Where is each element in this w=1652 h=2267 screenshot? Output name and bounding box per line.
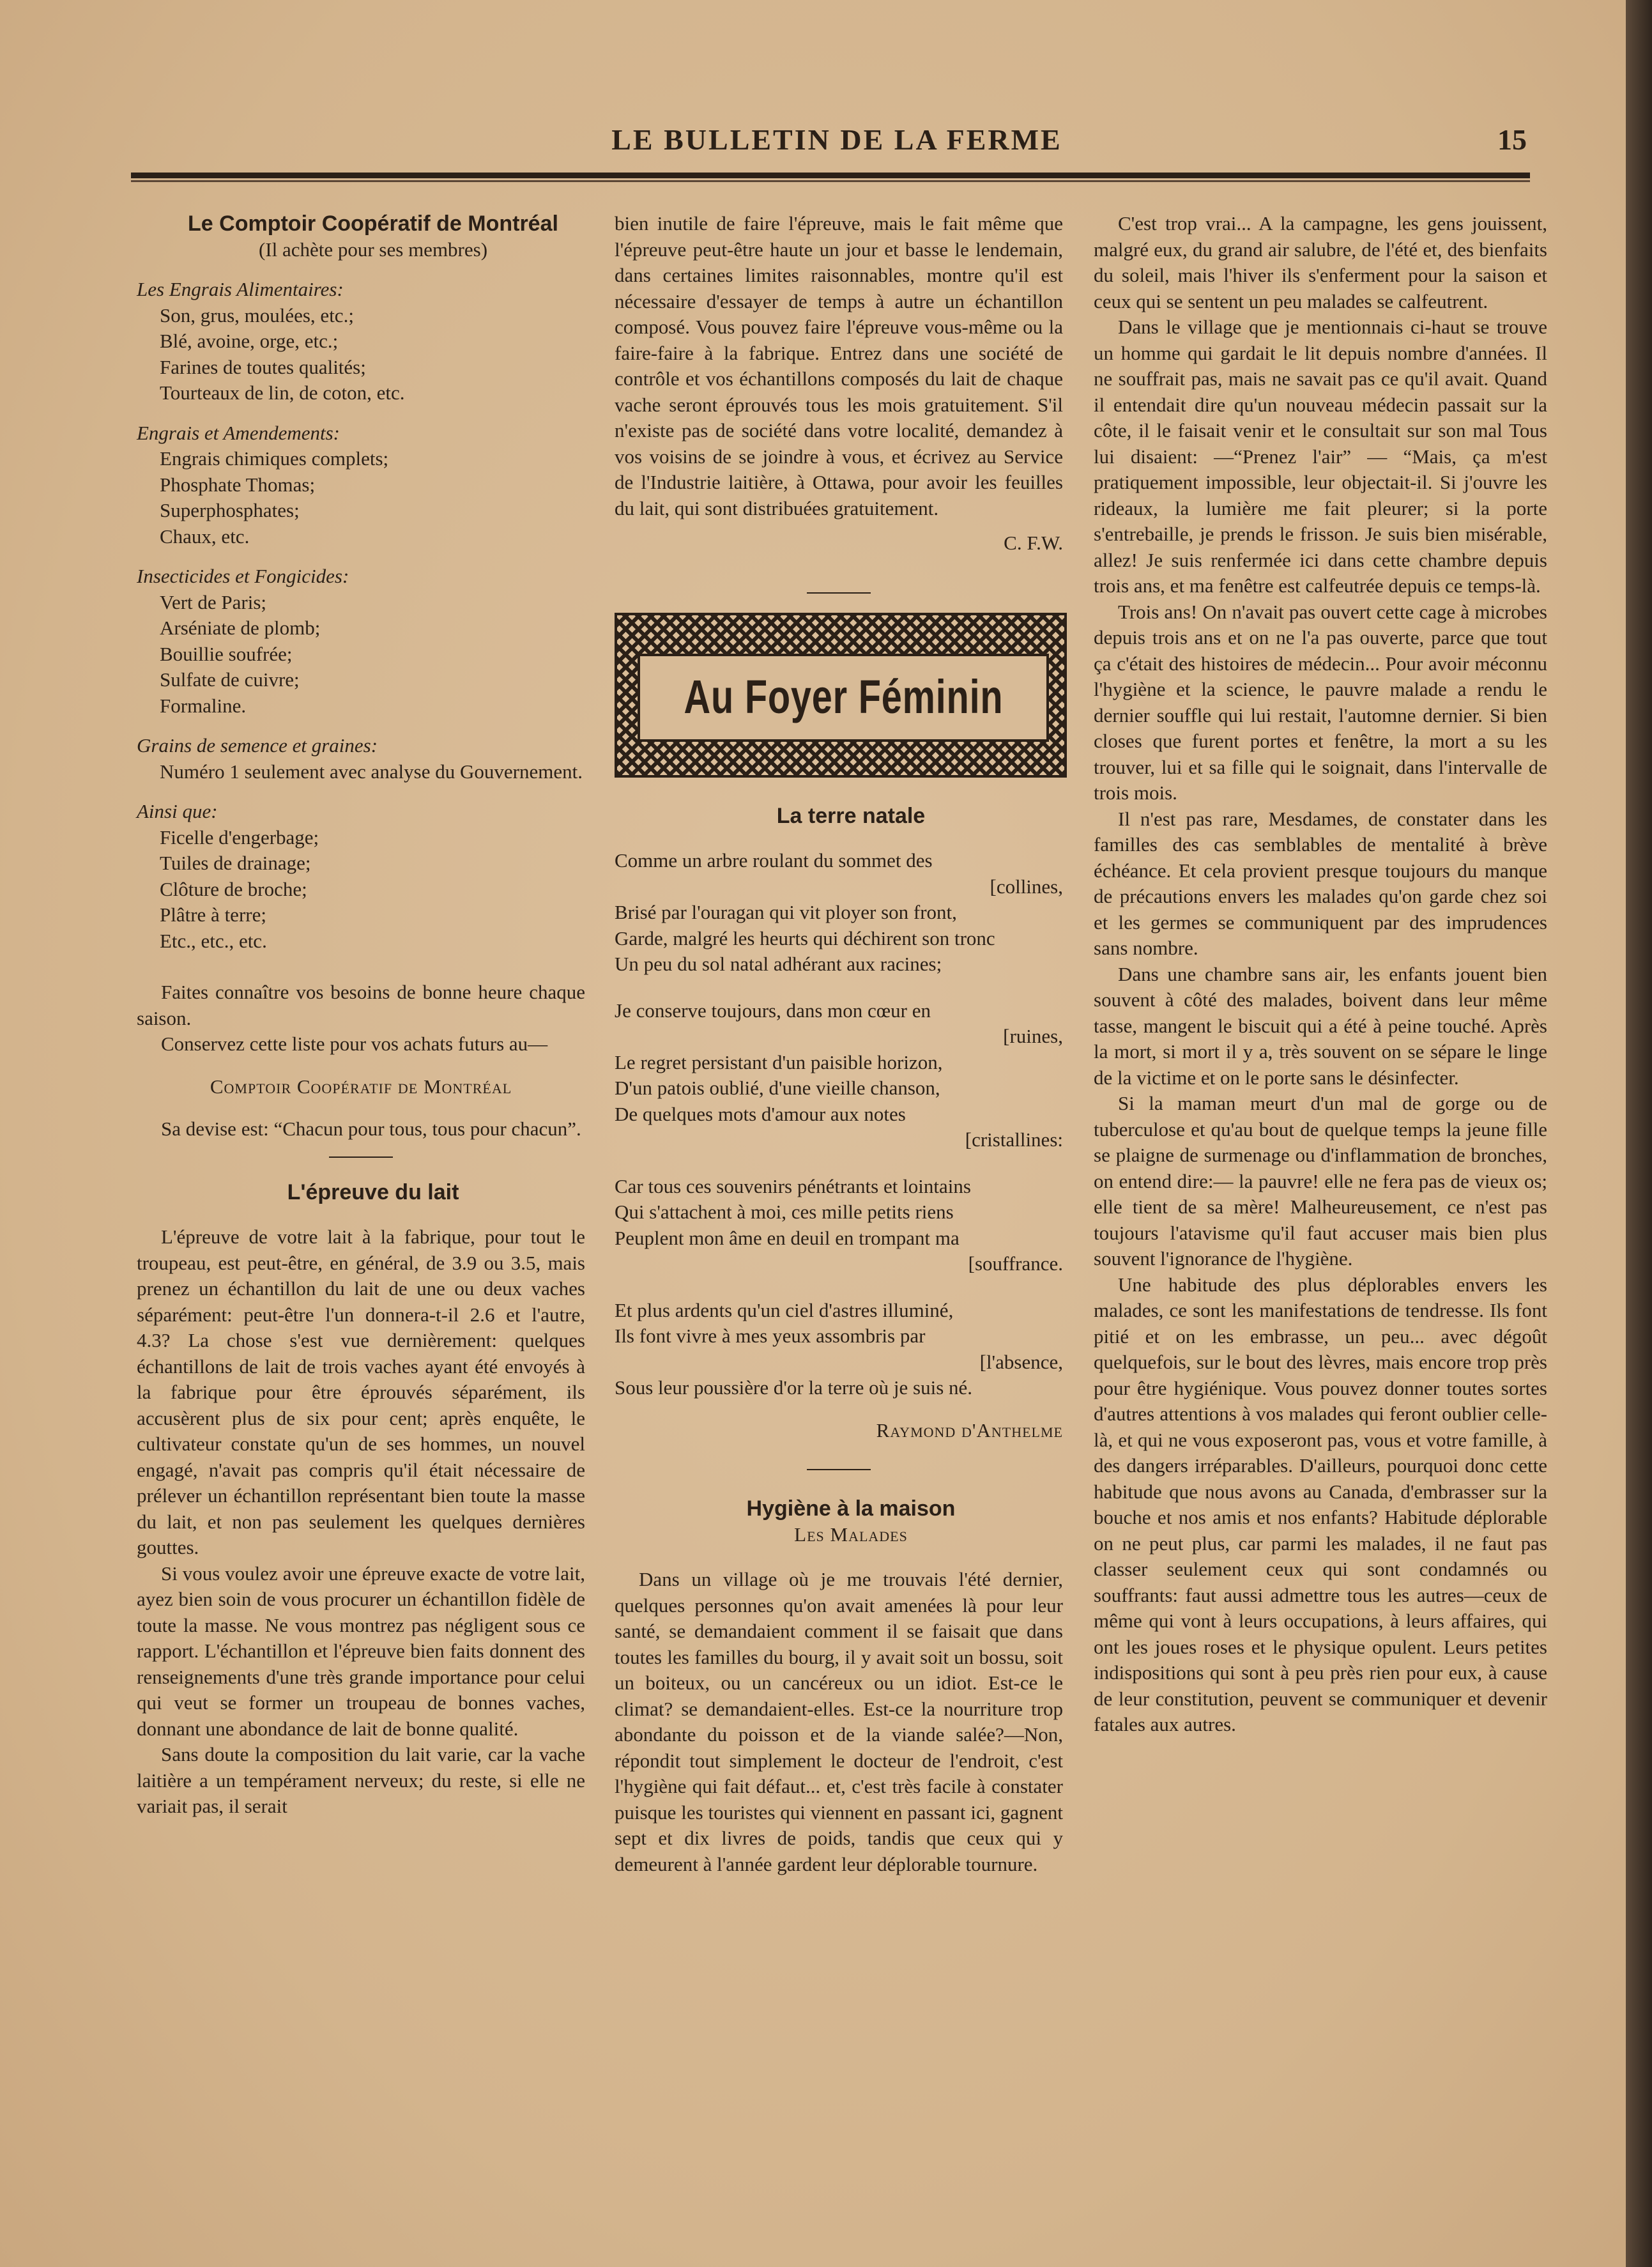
poem-line: De quelques mots d'amour aux notes [615,1102,906,1125]
category-item: Phosphate Thomas; [160,473,316,496]
poem-line: [l'absence, [979,1350,1063,1373]
stanza-gap [615,1153,1063,1174]
hygiene-title: Hygiène à la maison [746,1496,956,1521]
stanza-gap [615,978,1063,998]
poem-line: Je conserve toujours, dans mon cœur en [615,999,931,1022]
poem-line: [ruines, [1003,1025,1063,1047]
hygiene-subtitle: Les Malades [794,1523,908,1546]
header-rule [131,173,1530,178]
hygiene-paragraph: Dans un village où je me trouvais l'été dernier, quelques personnes qu'on avait amenées là pour leur santé, se demandaient comment il se faisait que dans toutes les familles du bourg, il y avait soit un bossu, soit un boiteux, ou un cancéreux ou un idiot. Est-ce le climat? se demandaient-elles. Est-ce la nourriture trop abondante du poisson et de la viande salée?—Non, répondit tout simplement le docteur de l'endroit, c'est l'hygiène qui fait défaut... et, c'est très facile à constater puisque les touristes qui viennent en passant ici, gagnent sept et dix livres de poids, tandis que ceux qui y demeurent à l'année gardent leur déplorable tournure. [615,1568,1063,1875]
category-heading: Insecticides et Fongicides: [137,565,349,587]
section-divider [329,1157,393,1158]
page-header [128,123,1540,167]
category-heading: Grains de semence et graines: [137,734,378,757]
stanza-gap [615,1277,1063,1298]
category-item: Vert de Paris; [160,590,267,613]
comptoir-paragraph: Faites connaître vos besoins de bonne heure chaque saison. [137,981,585,1029]
category-item: Tuiles de drainage; [160,852,311,874]
epreuve-signature: C. F.W. [1004,532,1063,554]
foyer-feminin-banner [615,613,1067,778]
epreuve-paragraph: Sans doute la composition du lait varie, car la vache laitière a un tempérament nerveux; du reste, si elle ne variait pas, il serait [137,1743,585,1817]
newspaper-title: LE BULLETIN DE LA FERME [611,123,1062,156]
category-item: Etc., etc., etc. [160,929,267,952]
category-item: Plâtre à terre; [160,903,266,926]
category-item: Sulfate de cuivre; [160,668,300,691]
category-item: Tourteaux de lin, de coton, etc. [160,381,405,404]
poem-line: Comme un arbre roulant du sommet des [615,849,933,872]
poem-line: Brisé par l'ouragan qui vit ployer son front, [615,901,957,923]
poem-line: Car tous ces souvenirs pénétrants et lointains [615,1174,971,1197]
poem-line: [souffrance. [968,1252,1063,1275]
category-heading: Les Engrais Alimentaires: [137,278,344,300]
epreuve-title: L'épreuve du lait [287,1180,459,1204]
poem-line: Qui s'attachent à moi, ces mille petits riens [615,1201,954,1223]
comptoir-motto: Sa devise est: “Chacun pour tous, tous pour chacun”. [161,1118,581,1140]
comptoir-subtitle: (Il achète pour ses membres) [258,238,488,261]
epreuve-paragraph: Si vous voulez avoir une épreuve exacte de votre lait, ayez bien soin de vous procurer un échantillon fidèle de toute la masse. Ne vous montrez pas négligent sous ce rapport. L'échantillon et l'épreuve bien faits donnent des renseignements d'une très grande importance pour celui qui veut se former un troupeau de bonnes vaches, donnant une abondance de lait de bonne qualité. [137,1562,585,1740]
category-item: Son, grus, moulées, etc.; [160,304,354,327]
poem-title: La terre natale [776,803,926,828]
hygiene-paragraph: Si la maman meurt d'un mal de gorge ou de tuberculose et qu'au bout de quelque temps la jeune fille se plaigne de surmenage ou d'inflammation de bronches, on entend dire:— la pauvre! elle ne fera pas de vieux os; elle tient de sa mère! Malheureusement, ce n'est pas toujours l'atavisme qu'il faut accuser mais bien plus souvent l'ignorance de l'hygiène. [1094,1092,1547,1270]
category-item: Arséniate de plomb; [160,617,321,639]
poem-line: Un peu du sol natal adhérant aux racines; [615,953,942,975]
hygiene-paragraph: Trois ans! On n'avait pas ouvert cette cage à microbes depuis trois ans et on ne l'a pas ouverte, parce que tout ça c'était des histoires de médecin... Pour avoir méconnu l'hygiène et la science, le pauvre malade a rendu le dernier souffle qui lui restait, l'automne dernier. Si bien closes que furent portes et fenêtre, la mort a su les trouver, lui et sa fille qui le soignait, dans l'intervalle de trois mois. [1094,600,1547,804]
poem-line: Sous leur poussière d'or la terre où je suis né. [615,1376,973,1399]
hygiene-paragraph: Une habitude des plus déplorables envers les malades, ce sont les manifestations de tendresse. Ils font pitié et on les embrasse, un peu... avec dégoût quelquefois, sur le bout des lèvres, mais encore trop près pour être hygiénique. Vous pouvez donner toutes sortes d'autres attentions à vos malades qui feront oublier celle-là, et qui ne vous exposeront pas, vous et votre famille, à des dangers irréparables. D'ailleurs, pourquoi donc cette habitude que nous avons au Canada, d'embrasser sur la bouche et nos amis et nos enfants? Habitude déplorable on ne peut plus, car parmi les malades, il ne faut pas classer seulement ceux qui sont condamnés ou souffrants: faut aussi admettre tous les autres—ceux de même qui vont à leurs occupations, à leurs affaires, qui ont les joues roses et le physique opulent. Leurs petites indispositions qui sont à peu près rien pour eux, à cause de leur constitution, peuvent se communiquer et devenir fatales aux autres. [1094,1273,1547,1735]
category-item: Clôture de broche; [160,877,307,900]
column-1 [137,211,585,1820]
epreuve-paragraph: L'épreuve de votre lait à la fabrique, pour tout le troupeau, est peut-être, en général, de 3.9 ou 3.5, mais prenez un échantillon du lait de une ou deux vaches séparément: peut-être l'un donnera-t-il 2.6 et l'autre, 4.3? La chose s'est vue dernièrement: quelques échantillons de lait de trois vaches ayant été envoyés à la fabrique pour être éprouvés séparément, ils accusèrent plus de six pour cent; après enquête, le cultivateur constate qu'un de ses hommes, un nouvel engagé, n'avait pas compris qu'il était nécessaire de prélever un échantillon représentant bien toute la masse du lait, et non pas seulement les quelques dernières gouttes. [137,1226,585,1558]
poem-body [615,848,1063,1401]
section-divider [807,592,871,594]
poem-line: D'un patois oublié, d'une vieille chanson, [615,1077,940,1099]
category-item: Blé, avoine, orge, etc.; [160,330,339,352]
poem-line: Et plus ardents qu'un ciel d'astres illuminé, [615,1298,954,1321]
category-item: Superphosphates; [160,499,300,521]
poem-line: Ils font vivre à mes yeux assombris par [615,1325,926,1347]
poem-line: [collines, [990,875,1063,898]
category-item: Bouillie soufrée; [160,642,293,665]
poem-author: Raymond d'Anthelme [876,1418,1063,1441]
page-number: 15 [1497,123,1527,156]
section-divider [807,1469,871,1470]
foyer-feminin-title: Au Foyer Féminin [684,670,1003,724]
hygiene-paragraph: Il n'est pas rare, Mesdames, de constater dans les familles des cas semblables de mentalité à brève échéance. Et cela provient presque toujours du manque de précautions envers les malades qu'on garde chez soi et les germes se communiquent par des imprudences sans nombre. [1094,807,1547,959]
foyer-banner-inner [638,654,1049,742]
poem-line: Garde, malgré les heurts qui déchirent son tronc [615,926,995,949]
comptoir-paragraph: Conservez cette liste pour vos achats futurs au— [161,1033,548,1055]
epreuve-continuation: bien inutile de faire l'épreuve, mais le fait même que l'épreuve peut-être haute un jour et basse le lendemain, dans certaines limites raisonnables, montre qu'il est nécessaire d'essayer de temps à autre un échantillon composé. Vous pouvez faire l'épreuve vous-même ou la faire-faire à la fabrique. Entrez dans une société de contrôle et vos échantillons composés du lait de chaque vache seront éprouvés tous les mois gratuitement. S'il n'existe pas de société dans votre localité, demandez à vos voisins de se joindre à vous, et écrivez au Service de l'Industrie laitière, à Ottawa, pour avoir les feuilles du lait, qui sont distribuées gratuitement. [615,212,1063,519]
category-heading: Engrais et Amendements: [137,421,340,444]
comptoir-org-name: Comptoir Coopératif de Montréal [210,1075,512,1098]
hygiene-paragraph: Dans une chambre sans air, les enfants jouent bien souvent à côté des malades, boivent dans leur même tasse, mangent le biscuit qui a été à peine touché. Après la mort, si mort il y a, très souvent on se sépare le linge de la victime et on le porte sans le désinfecter. [1094,962,1547,1089]
comptoir-categories [137,277,585,954]
column-3 [1094,211,1547,1738]
comptoir-title: Le Comptoir Coopératif de Montréal [188,211,558,236]
hygiene-paragraph: Dans le village que je mentionnais ci-haut se trouve un homme qui gardait le lit depuis nombre d'années. Il ne souffrait pas, mais ne savait pas ce qu'il avait. Quand il entendait dire qu'un nouveau médecin passait sur la côte, il le faisait venir et le consultait sur son mal Tous lui disaient: —“Prenez l'air” — “Mais, ça m'est pratiquement impossible, leur objectait-il. Si j'ouvre les rideaux, la lumière me fait pleurer; si la porte s'entrebaille, je prends le frisson. Je suis bien misérable, allez! Je suis renfermée ici dans cette chambre depuis trois ans, et ma fenêtre est calfeutrée depuis ce temps-là. [1094,316,1547,597]
category-item: Engrais chimiques complets; [160,447,389,470]
poem-line: Peuplent mon âme en deuil en trompant ma [615,1226,960,1249]
binding-edge [1626,0,1652,2267]
poem-line: Le regret persistant d'un paisible horizon, [615,1050,943,1073]
category-item: Farines de toutes qualités; [160,355,366,378]
hygiene-paragraph: C'est trop vrai... A la campagne, les gens jouissent, malgré eux, du grand air salubre, de l'été et, des bienfaits du soleil, mais l'hiver ils s'enferment pour la saison et ceux qui se sentent un peu malades se calfeutrent. [1094,212,1547,312]
category-item: Formaline. [160,694,247,717]
poem-line: [cristallines: [965,1128,1063,1151]
category-item: Chaux, etc. [160,525,250,548]
column-2 [615,211,1063,1877]
header-rule-thin [131,180,1530,182]
category-item: Numéro 1 seulement avec analyse du Gouvernement. [160,760,583,783]
category-item: Ficelle d'engerbage; [160,826,319,849]
category-heading: Ainsi que: [137,800,218,822]
